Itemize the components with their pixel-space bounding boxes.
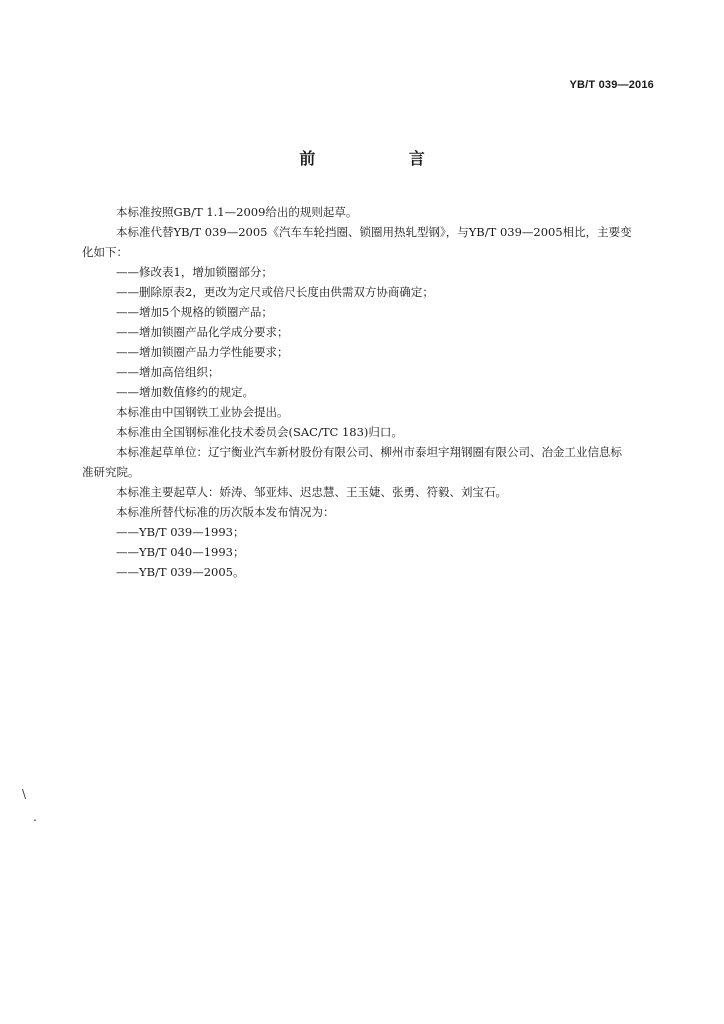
paragraph-drafters: 本标准主要起草人：娇涛、邹亚炜、迟忠慧、王玉婕、张勇、符毅、刘宝石。 [116, 485, 507, 499]
change-item: ——增加锁圈产品力学性能要求； [116, 345, 289, 359]
paragraph-drafting-rules: 本标准按照GB/T 1.1—2009给出的规则起草。 [116, 205, 358, 219]
paragraph-history-intro: 本标准所替代标准的历次版本发布情况为： [116, 505, 335, 519]
history-item: ——YB/T 039—2005。 [116, 565, 245, 579]
change-item: ——增加锁圈产品化学成分要求； [116, 325, 289, 339]
page-title: 前 言 [299, 149, 469, 168]
paragraph-drafting-units-cont: 准研究院。 [82, 465, 140, 479]
paragraph-proposer: 本标准由中国钢铁工业协会提出。 [116, 405, 289, 419]
change-item: ——删除原表2，更改为定尺或倍尺长度由供需双方协商确定； [116, 285, 434, 299]
change-item: ——增加数值修约的规定。 [116, 385, 254, 399]
change-item: ——增加高倍组织； [116, 365, 220, 379]
history-item: ——YB/T 040—1993； [116, 545, 245, 559]
paragraph-drafting-units: 本标准起草单位：辽宁衡业汽车新材股份有限公司、柳州市泰坦宇翔钢圈有限公司、冶金工业信息标 [116, 445, 622, 459]
change-item: ——增加5个规格的锁圈产品； [116, 305, 273, 319]
paragraph-replacement-cont: 化如下： [82, 245, 128, 259]
paragraph-committee: 本标准由全国钢标准化技术委员会(SAC/TC 183)归口。 [116, 425, 403, 439]
change-item: ——修改表1，增加锁圈部分； [116, 265, 273, 279]
scan-mark-tick: \ [22, 787, 27, 801]
scan-mark-dot: . [33, 810, 37, 824]
history-item: ——YB/T 039—1993； [116, 525, 245, 539]
paragraph-replacement: 本标准代替YB/T 039—2005《汽车车轮挡圈、锁圈用热轧型钢》，与YB/T 039—2005相比，主要变 [116, 225, 632, 239]
standard-code-header: YB/T 039—2016 [569, 79, 654, 91]
